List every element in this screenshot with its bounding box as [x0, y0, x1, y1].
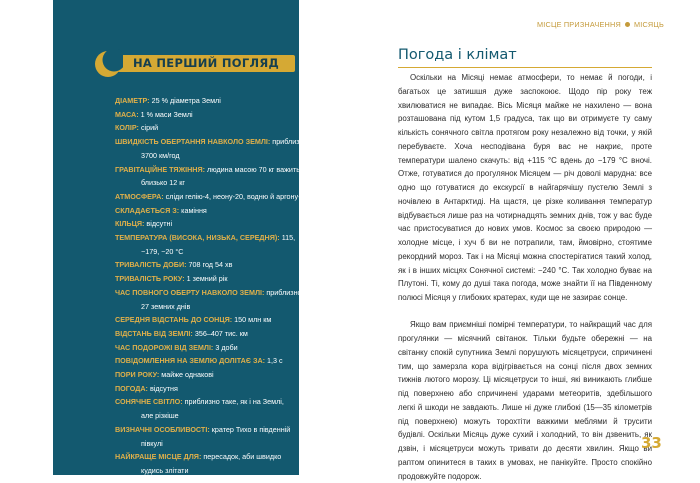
bullet-dot-icon [625, 22, 630, 27]
badge-banner [117, 55, 295, 72]
fact-value-continued: −179, −20 °C [141, 246, 184, 256]
fact-value-continued: кудись злітати [141, 465, 189, 475]
title-divider [398, 67, 652, 68]
fact-value-continued: але різкіше [141, 411, 179, 421]
right-page [350, 0, 700, 481]
fact-item [115, 272, 347, 286]
left-page [0, 0, 350, 475]
fact-value: каміння [181, 205, 207, 215]
article-body [398, 71, 652, 483]
fact-item [115, 382, 347, 396]
fact-value: 3 доби [215, 342, 238, 352]
fact-key: СКЛАДАЄТЬСЯ З: [115, 205, 180, 215]
fact-item [115, 135, 347, 162]
fact-key: КОЛІР: [115, 123, 139, 133]
fact-value-continued: 3700 км/год [141, 150, 180, 160]
fact-key: ДІАМЕТР: [115, 96, 150, 105]
fact-key: ПОГОДА: [115, 383, 148, 393]
chapter-title: Погода і клімат [398, 47, 517, 63]
fact-value: приблизно [266, 287, 302, 297]
fact-key: ПОРИ РОКУ: [115, 370, 160, 380]
fact-item [115, 108, 347, 122]
fact-item [115, 217, 347, 231]
fact-key: СЕРЕДНЯ ВІДСТАНЬ ДО СОНЦЯ: [115, 315, 233, 325]
fact-item [115, 450, 347, 477]
fact-value: 1 земний рік [186, 274, 228, 284]
fact-value: майже однакові [161, 370, 214, 380]
fact-item [115, 190, 347, 204]
fact-item [115, 327, 347, 341]
fact-item [115, 341, 347, 355]
fact-item [115, 354, 347, 368]
fact-key: КІЛЬЦЯ: [115, 219, 145, 229]
fact-value: приблизно таке, як і на Землі, [184, 397, 284, 407]
fact-key: ЧАС ПОВНОГО ОБЕРТУ НАВКОЛО ЗЕМЛІ: [115, 287, 265, 297]
badge-title: НА ПЕРШИЙ ПОГЛЯД [132, 56, 280, 70]
running-header [537, 17, 664, 31]
fact-value-continued: 27 земних днів [141, 301, 191, 311]
fact-item [115, 395, 347, 422]
fact-value: пересадок, аби швидко [203, 452, 282, 462]
fact-value: 1 % маси Землі [140, 109, 193, 119]
overview-badge [93, 49, 303, 77]
fact-value: 115, [281, 233, 296, 243]
fact-item [115, 204, 347, 218]
fact-value: відсутні [146, 219, 173, 229]
fact-key: ТРИВАЛІСТЬ ДОБИ: [115, 260, 187, 270]
fact-value: 1,3 с [267, 356, 283, 366]
crescent-moon-icon [93, 49, 123, 79]
fact-item [115, 163, 347, 190]
fact-item [115, 368, 347, 382]
fact-key: НАЙКРАЩЕ МІСЦЕ ДЛЯ: [115, 452, 202, 462]
fact-value: кратер Тихо в південній [211, 424, 291, 434]
fact-key: ЧАС ПОДОРОЖІ ВІД ЗЕМЛІ: [115, 342, 214, 352]
fact-item [115, 313, 347, 327]
fact-panel [53, 0, 309, 475]
fact-value: відсутня [149, 383, 178, 393]
page-number: 33 [641, 434, 662, 452]
fact-item [115, 423, 347, 450]
fact-key: ВІДСТАНЬ ВІД ЗЕМЛІ: [115, 328, 193, 338]
fact-value: 708 год 54 хв [188, 260, 233, 270]
fact-key: ГРАВІТАЦІЙНЕ ТЯЖІННЯ: [115, 164, 206, 174]
fact-key: МАСА: [115, 109, 139, 119]
fact-key: ШВИДКІСТЬ ОБЕРТАННЯ НАВКОЛО ЗЕМЛІ: [115, 137, 271, 147]
paragraph: Оскільки на Місяці немає атмосфери, то немає й погоди, і багатьох це затишшя дуже заспокоює. Щодо пір року теж хвилюватися не випадає. Вісь Місяця майже не нахилено — вона розташована під кутом 1,5 градуса, так що ви отримуєте ту саму кількість сонячного світла протягом року незалежно від точки, у якій перебуваєте. Хоча несподівана буря вас не накриє, проте температури шалено скачуть: від +115 °C вдень до −179 °C вночі. Отже, готуватися до прогулянок Місяцем — річ доволі марудна: все одно що готуватися до екскурсії в найгарячішу пустелю Землі з ночівлею в Антарктиді. На щастя, це різке коливання температур відбувається лише раз на чотирнадцять земних днів, тож у вас буде час пристосуватися до нових умов. Космос за своєю природою — холодне місце, і хуч б ви не потрапили, там, ймовірно, стоятиме рекордний мороз. Так і на Місяці можна спостерігатися такий холод, як і в інших місцях Сонячної системі: −240 °C. Так холодно буває на Плутоні. Ті, кому до душі така погода, може знайти її на Південному полюсі Місяця у глибоких кратерах, куди ще не зазирає сонце. [398, 73, 652, 302]
fact-value: людина масою 70 кг важить [207, 164, 300, 174]
fact-key: ВИЗНАЧНІ ОСОБЛИВОСТІ: [115, 424, 210, 434]
paragraph: Якщо вам приємніші помірні температури, то найкращий час для прогулянки — місячний світанок. Тільки будьте обережні — на світанку спокій супутника Землі порушують місяцетруси, спричинені тим, що замерзла кора відігрівається на сонці після двох земних тижнів лютого морозу. Ці місяцетруси то інші, які виникають глибше під поверхнею або спричинені ударами метеоритів, здебільшого легкі й шкоди не завдають. Лише ні дуже глибокі (15—35 кілометрів під поверхнею) можуть торохтіти важкими меблями й трусити будівлі. Оскільки Місяць дуже сухий і холодний, то він дзвенить, як дзвін, і місяцетруси можуть тривати до десяти хвилин. Якщо ви раптом опинитеся в таких в умовах, не панікуйте. Просто спокійно продовжуйте подорож. [398, 320, 652, 481]
fact-value: 25 % діаметра Землі [151, 96, 221, 105]
fact-key: ПОВІДОМЛЕННЯ НА ЗЕМЛЮ ДОЛІТАЄ ЗА: [115, 356, 266, 366]
fact-value: 150 млн км [234, 315, 272, 325]
fact-list [115, 94, 347, 478]
header-topic: МІСЯЦЬ [633, 19, 664, 29]
fact-item [115, 286, 347, 313]
fact-item [115, 94, 347, 108]
fact-value: приблизно [272, 137, 308, 147]
fact-value: сліди гелію-4, неону-20, водню й аргону-40 [165, 191, 309, 201]
fact-key: АТМОСФЕРА: [115, 191, 164, 201]
fact-value-continued: півкулі [141, 438, 163, 448]
fact-item [115, 231, 347, 258]
header-section: МІСЦЕ ПРИЗНАЧЕННЯ [537, 19, 621, 29]
fact-item [115, 121, 347, 135]
fact-item [115, 258, 347, 272]
fact-key: СОНЯЧНЕ СВІТЛО: [115, 397, 183, 407]
fact-value: сірий [140, 123, 159, 133]
fact-key: ТРИВАЛІСТЬ РОКУ: [115, 274, 185, 284]
fact-key: ТЕМПЕРАТУРА (ВИСОКА, НИЗЬКА, СЕРЕДНЯ): [115, 233, 280, 243]
fact-value-continued: близько 12 кг [141, 178, 186, 188]
fact-value: 356–407 тис. км [194, 328, 248, 338]
